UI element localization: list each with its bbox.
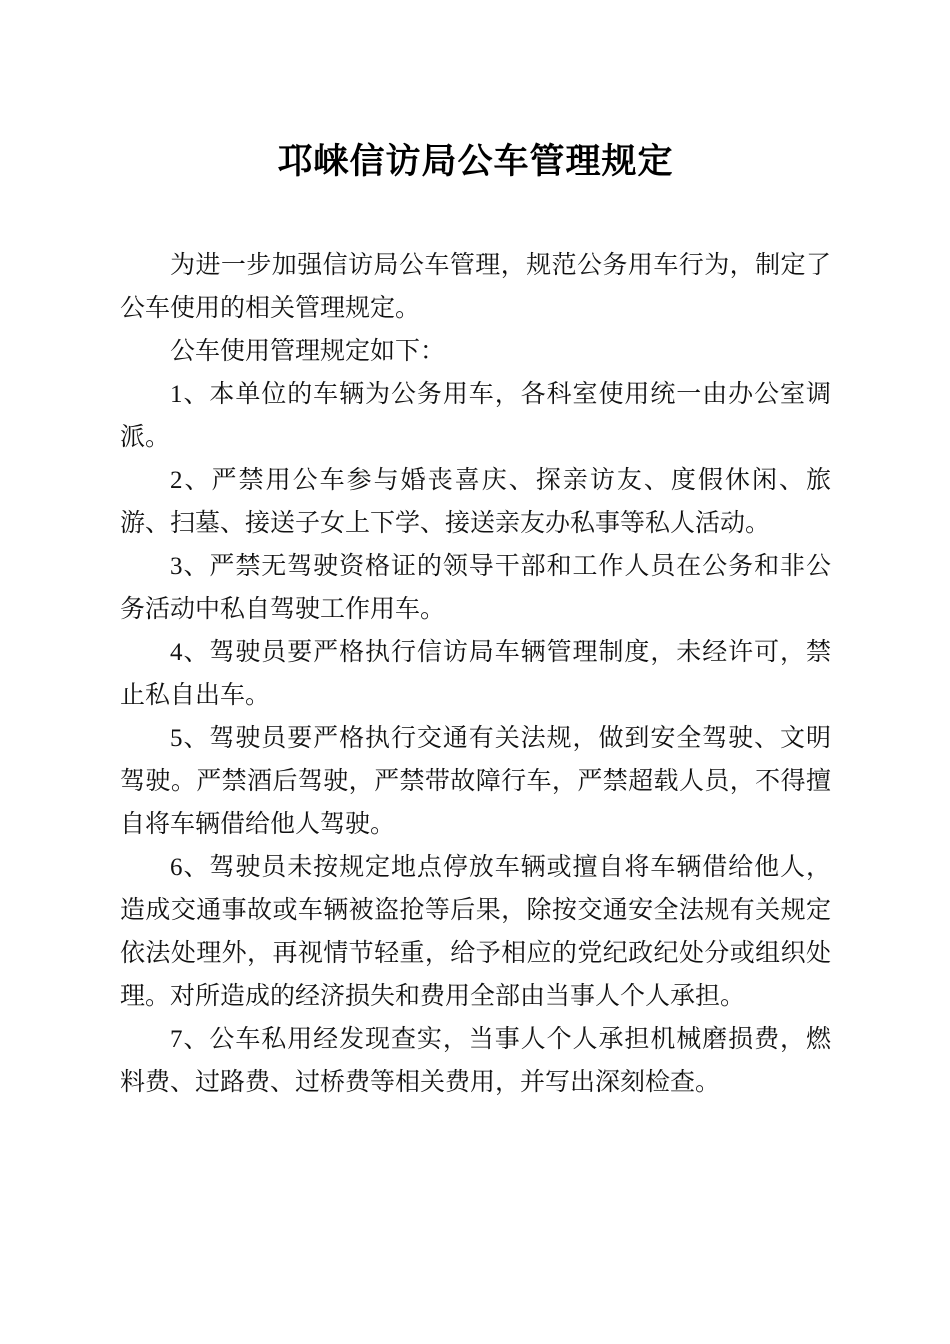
document-body	[120, 244, 831, 1104]
paragraph: 3、严禁无驾驶资格证的领导干部和工作人员在公务和非公务活动中私自驾驶工作用车。	[120, 553, 831, 623]
paragraph: 2、严禁用公车参与婚丧喜庆、探亲访友、度假休闲、旅游、扫墓、接送子女上下学、接送亲友办私事等私人活动。	[120, 467, 831, 537]
paragraph: 5、驾驶员要严格执行交通有关法规，做到安全驾驶、文明驾驶。严禁酒后驾驶，严禁带故障行车，严禁超载人员，不得擅自将车辆借给他人驾驶。	[120, 725, 831, 838]
paragraph: 公车使用管理规定如下：	[170, 338, 446, 365]
document-title: 邛崃信访局公车管理规定	[277, 142, 674, 181]
paragraph: 为进一步加强信访局公车管理，规范公务用车行为，制定了公车使用的相关管理规定。	[120, 252, 831, 322]
paragraph: 1、本单位的车辆为公务用车，各科室使用统一由办公室调派。	[120, 381, 831, 451]
paragraph: 4、驾驶员要严格执行信访局车辆管理制度，未经许可，禁止私自出车。	[120, 639, 831, 709]
paragraph: 6、驾驶员未按规定地点停放车辆或擅自将车辆借给他人，造成交通事故或车辆被盗抢等后果，除按交通安全法规有关规定依法处理外，再视情节轻重，给予相应的党纪政纪处分或组织处理。对所造成的经济损失和费用全部由当事人个人承担。	[120, 854, 831, 1010]
paragraph: 7、公车私用经发现查实，当事人个人承担机械磨损费，燃料费、过路费、过桥费等相关费用，并写出深刻检查。	[120, 1026, 831, 1096]
